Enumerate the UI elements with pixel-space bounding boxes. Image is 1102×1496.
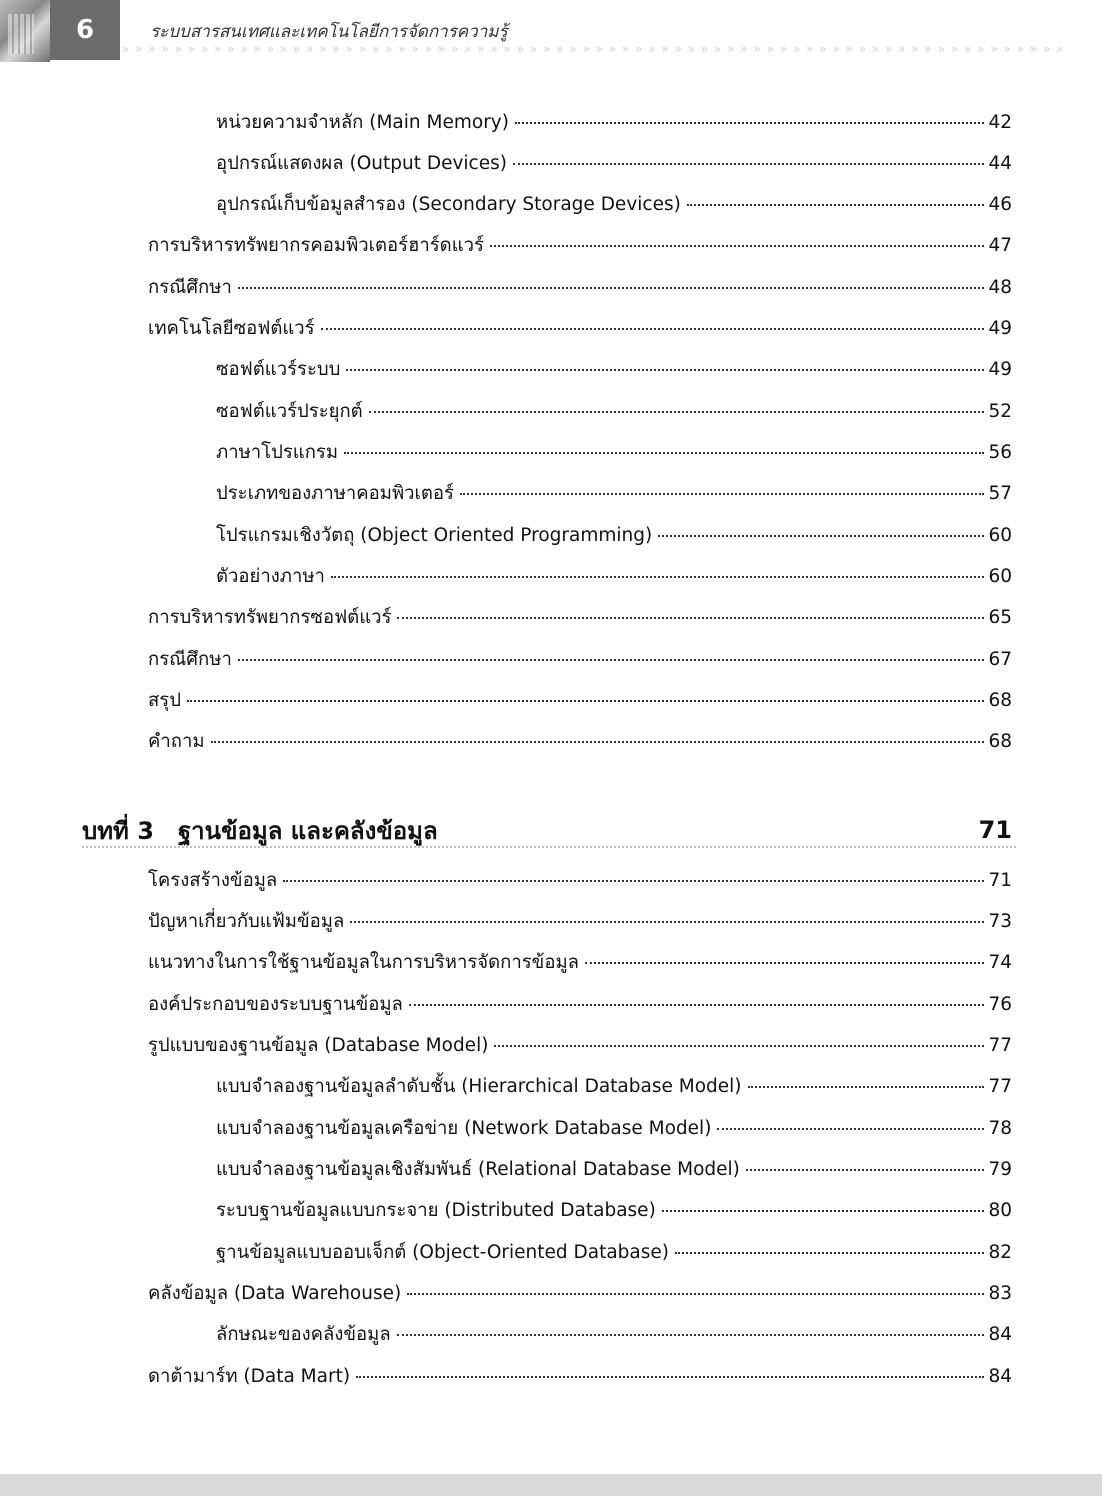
toc-title: รูปแบบของฐานข้อมูล (Database Model) [148,1035,489,1056]
toc-title: แนวทางในการใช้ฐานข้อมูลในการบริหารจัดการข้อมูล [148,952,579,973]
toc-entry[interactable] [148,1031,1012,1059]
leader-dots [350,921,984,923]
leader-dots [238,659,985,661]
leader-dots [675,1252,984,1254]
chapter-label: บทที่ 3 [82,816,154,845]
chapter-heading[interactable] [82,812,1012,848]
toc-title: ดาต้ามาร์ท (Data Mart) [148,1366,351,1387]
toc-entry[interactable] [148,727,1012,755]
toc-page: 80 [988,1200,1012,1221]
toc-entry[interactable] [216,1320,1012,1348]
toc-entry[interactable] [148,907,1012,935]
toc-page: 77 [988,1076,1012,1097]
leader-dots [283,880,984,882]
toc-title: เทคโนโลยีซอฟต์แวร์ [148,318,315,339]
toc-page: 52 [988,401,1012,422]
leader-dots [344,452,984,454]
toc-page: 65 [988,607,1012,628]
toc-entry[interactable] [148,231,1012,259]
toc-page: 84 [988,1324,1012,1345]
toc-page: 83 [988,1283,1012,1304]
leader-dots [658,535,984,537]
toc-title: แบบจำลองฐานข้อมูลเชิงสัมพันธ์ (Relational Database Model) [216,1159,740,1180]
toc-title: การบริหารทรัพยากรคอมพิวเตอร์ฮาร์ดแวร์ [148,235,484,256]
toc-entry[interactable] [148,866,1012,894]
leader-dots [585,962,984,964]
leader-dots [746,1169,985,1171]
toc-entry[interactable] [148,990,1012,1018]
footer-band [0,1474,1102,1496]
toc-page: 79 [988,1159,1012,1180]
toc-entry[interactable] [216,190,1012,218]
toc-page: 57 [988,483,1012,504]
toc-title: ฐานข้อมูลแบบออบเจ็กต์ (Object-Oriented Database) [216,1242,669,1263]
chapter-divider [82,846,1016,848]
leader-dots [346,369,984,371]
toc-page: 71 [988,870,1012,891]
toc-entry[interactable] [216,355,1012,383]
toc-page: 60 [988,566,1012,587]
toc-page: 46 [988,194,1012,215]
toc-entry[interactable] [148,948,1012,976]
toc-entry[interactable] [216,1114,1012,1142]
leader-dots [369,411,985,413]
leader-dots [397,617,984,619]
toc-entry[interactable] [148,273,1012,301]
toc-title: กรณีศึกษา [148,649,232,670]
toc-page: 84 [988,1366,1012,1387]
toc-entry[interactable] [216,397,1012,425]
toc-entry[interactable] [216,108,1012,136]
toc-page: 73 [988,911,1012,932]
toc-title: อุปกรณ์แสดงผล (Output Devices) [216,153,507,174]
toc-page: 60 [988,525,1012,546]
toc-title: หน่วยความจำหลัก (Main Memory) [216,112,509,133]
leader-dots [331,576,985,578]
toc-title: ตัวอย่างภาษา [216,566,325,587]
toc-entry[interactable] [216,562,1012,590]
toc-entry[interactable] [216,1238,1012,1266]
toc-page: 67 [988,649,1012,670]
toc-entry[interactable] [148,1279,1012,1307]
toc-entry[interactable] [148,645,1012,673]
toc-entry[interactable] [216,1196,1012,1224]
toc-page: 76 [988,994,1012,1015]
toc-title: อุปกรณ์เก็บข้อมูลสำรอง (Secondary Storage Devices) [216,194,681,215]
leader-dots [407,1293,984,1295]
page-number: 6 [50,0,120,60]
toc-title: แบบจำลองฐานข้อมูลลำดับชั้น (Hierarchical Database Model) [216,1076,742,1097]
toc-page: 49 [988,359,1012,380]
leader-dots [717,1128,984,1130]
leader-dots [748,1086,985,1088]
toc-title: ประเภทของภาษาคอมพิวเตอร์ [216,483,454,504]
toc-page: 74 [988,952,1012,973]
toc-title: ภาษาโปรแกรม [216,442,339,463]
toc-title: สรุป [148,690,181,711]
toc-entry[interactable] [216,521,1012,549]
toc-title: โปรแกรมเชิงวัตถุ (Object Oriented Programming) [216,525,653,546]
toc-page: 49 [988,318,1012,339]
leader-dots [513,163,984,165]
chapter-page: 71 [978,816,1012,844]
toc-page: 47 [988,235,1012,256]
toc-entry[interactable] [216,438,1012,466]
toc-title: ซอฟต์แวร์ประยุกต์ [216,401,363,422]
page-header [0,0,1102,62]
toc-title: คำถาม [148,731,205,752]
chevron-decoration: » » » » » » » » » » » » » » » » » » » » » » » » » » » » » » » » » » » » » » » » » » » » » » » » » » » » » » » » » » » » » » » » » » » » » » » » [122,42,1065,56]
leader-dots [490,245,985,247]
toc-page: 68 [988,731,1012,752]
chapter-title: ฐานข้อมูล และคลังข้อมูล [177,816,438,845]
toc-page: 82 [988,1242,1012,1263]
toc-entry[interactable] [216,1072,1012,1100]
toc-title: ระบบฐานข้อมูลแบบกระจาย (Distributed Database) [216,1200,656,1221]
book-title: ระบบสารสนเทศและเทคโนโลยีการจัดการความรู้ [150,22,508,42]
toc-title: ปัญหาเกี่ยวกับแฟ้มข้อมูล [148,911,345,932]
toc-entry[interactable] [148,314,1012,342]
toc-title: องค์ประกอบของระบบฐานข้อมูล [148,994,403,1015]
leader-dots [211,741,985,743]
leader-dots [494,1045,984,1047]
toc-page: 56 [988,442,1012,463]
toc-entry[interactable] [216,149,1012,177]
toc-title: คลังข้อมูล (Data Warehouse) [148,1283,402,1304]
leader-dots [397,1334,985,1336]
toc-entry[interactable] [148,603,1012,631]
toc-page: 68 [988,690,1012,711]
leader-dots [238,287,985,289]
toc-page: 78 [988,1118,1012,1139]
toc-page: 44 [988,153,1012,174]
toc-title: กรณีศึกษา [148,277,232,298]
corner-photo [0,0,50,62]
toc-title: การบริหารทรัพยากรซอฟต์แวร์ [148,607,392,628]
leader-dots [460,493,985,495]
toc-page: 48 [988,277,1012,298]
leader-dots [356,1376,984,1378]
leader-dots [515,122,984,124]
leader-dots [409,1004,985,1006]
toc-entry[interactable] [216,1155,1012,1183]
leader-dots [321,328,985,330]
toc-title: แบบจำลองฐานข้อมูลเครือข่าย (Network Database Model) [216,1118,712,1139]
leader-dots [687,204,985,206]
toc-page: 77 [988,1035,1012,1056]
toc-title: ลักษณะของคลังข้อมูล [216,1324,391,1345]
leader-dots [662,1210,985,1212]
toc-title: ซอฟต์แวร์ระบบ [216,359,341,380]
toc-page: 42 [988,112,1012,133]
toc-entry[interactable] [216,479,1012,507]
toc-entry[interactable] [148,1362,1012,1390]
toc-title: โครงสร้างข้อมูล [148,870,278,891]
leader-dots [187,700,984,702]
toc-entry[interactable] [148,686,1012,714]
